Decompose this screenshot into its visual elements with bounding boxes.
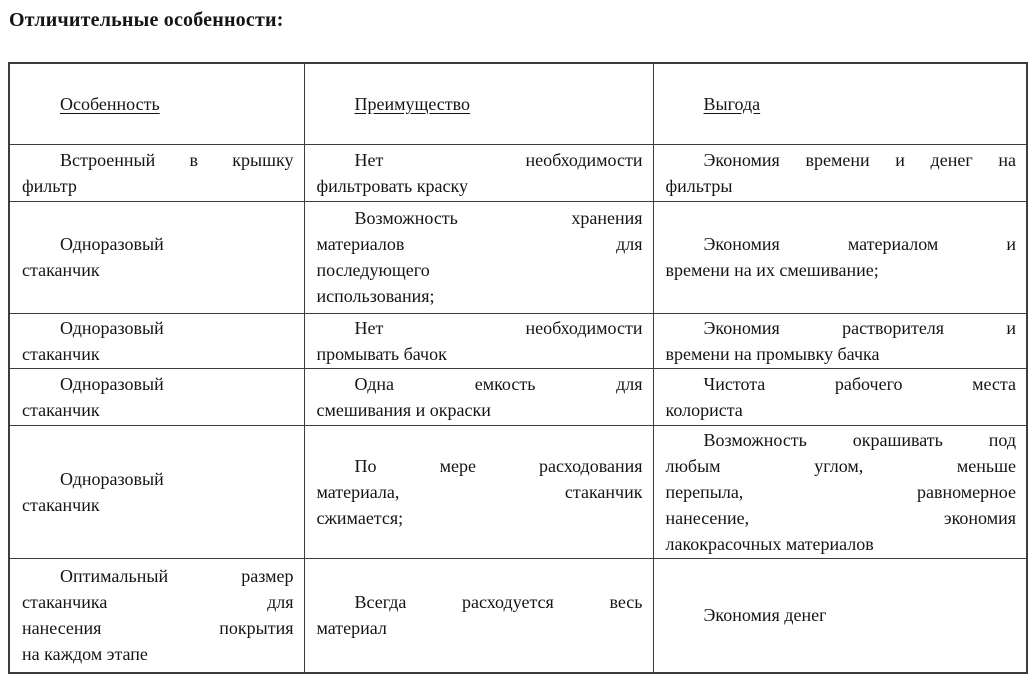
table-header-row (9, 63, 1027, 144)
header-feature-label: Особенность (60, 93, 160, 114)
cell-benefit: Чистота рабочего места колориста (653, 368, 1027, 425)
header-advantage-label: Преимущество (354, 93, 471, 114)
features-table (8, 62, 1028, 674)
cell-feature: Оптимальный размер стаканчика для нанесения покрытия на каждом этапе (9, 558, 304, 673)
header-benefit-label: Выгода (703, 93, 761, 114)
cell-feature: Встроенный в крышку фильтр (9, 144, 304, 201)
table-row (9, 368, 1027, 425)
cell-feature: Одноразовый стаканчик (9, 368, 304, 425)
table-row (9, 313, 1027, 368)
cell-advantage: Нет необходимости фильтровать краску (304, 144, 653, 201)
table-row (9, 425, 1027, 558)
cell-benefit: Экономия материалом и времени на их смешивание; (653, 201, 1027, 313)
cell-feature: Одноразовый стаканчик (9, 313, 304, 368)
cell-feature: Одноразовый стаканчик (9, 201, 304, 313)
document-page (0, 9, 1033, 674)
cell-advantage: Возможность хранения материалов для последующего использования; (304, 201, 653, 313)
cell-advantage: Одна емкость для смешивания и окраски (304, 368, 653, 425)
cell-benefit: Возможность окрашивать под любым углом, меньше перепыла, равномерное нанесение, экономия лакокрасочных материалов (653, 425, 1027, 558)
header-advantage (304, 63, 653, 144)
header-benefit (653, 63, 1027, 144)
table-row (9, 201, 1027, 313)
cell-advantage: По мере расходования материала, стаканчик сжимается; (304, 425, 653, 558)
cell-advantage: Всегда расходуется весь материал (304, 558, 653, 673)
cell-benefit: Экономия денег (653, 558, 1027, 673)
page-title: Отличительные особенности: (9, 9, 284, 31)
cell-benefit: Экономия времени и денег на фильтры (653, 144, 1027, 201)
cell-benefit: Экономия растворителя и времени на промывку бачка (653, 313, 1027, 368)
table-row (9, 144, 1027, 201)
cell-advantage: Нет необходимости промывать бачок (304, 313, 653, 368)
cell-feature: Одноразовый стаканчик (9, 425, 304, 558)
header-feature (9, 63, 304, 144)
table-row (9, 558, 1027, 673)
